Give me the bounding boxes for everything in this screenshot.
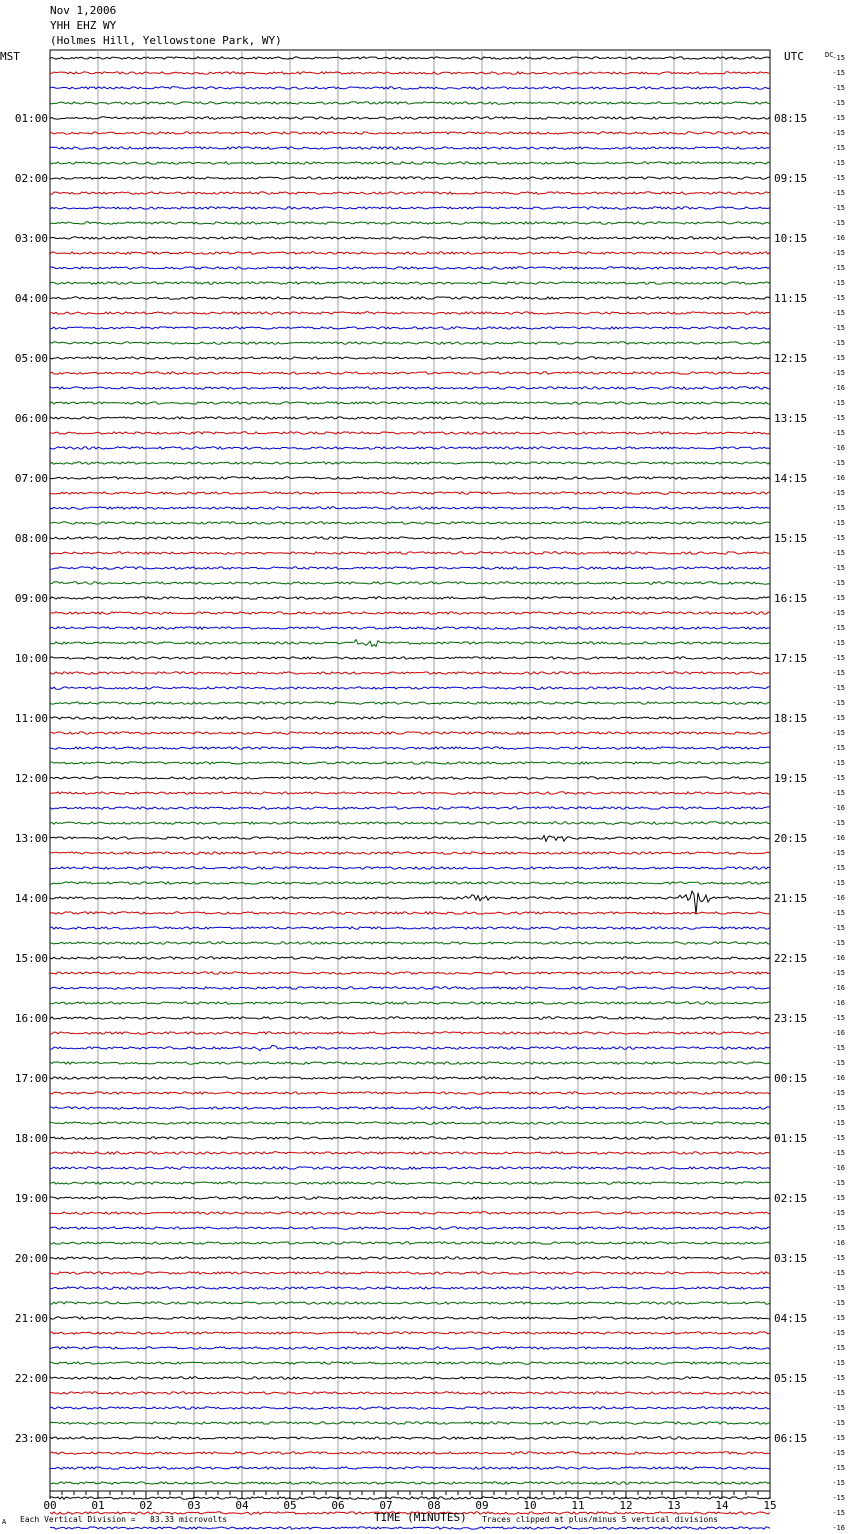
dc-offset-label: -15 bbox=[832, 729, 845, 737]
dc-offset-label: -16 bbox=[832, 1164, 845, 1172]
trace-row-5 bbox=[50, 132, 770, 134]
left-hour-label: 16:00 bbox=[14, 1012, 48, 1025]
trace-row-32 bbox=[50, 537, 770, 539]
right-hour-label: 06:15 bbox=[774, 1432, 808, 1445]
dc-offset-label: -16 bbox=[832, 999, 845, 1007]
dc-offset-label: -15 bbox=[832, 699, 845, 707]
dc-offset-label: -15 bbox=[832, 1389, 845, 1397]
left-hour-label: 22:00 bbox=[14, 1372, 48, 1385]
trace-row-47 bbox=[50, 762, 770, 764]
left-hour-label: 12:00 bbox=[14, 772, 48, 785]
dc-offset-label: -15 bbox=[832, 669, 845, 677]
left-hour-label: 13:00 bbox=[14, 832, 48, 845]
dc-offset-label: -15 bbox=[832, 1179, 845, 1187]
right-hour-label: 13:15 bbox=[774, 412, 808, 425]
dc-offset-label: -15 bbox=[832, 504, 845, 512]
dc-offset-label: -15 bbox=[832, 1359, 845, 1367]
x-tick-label: 02 bbox=[139, 1499, 153, 1512]
trace-row-62 bbox=[50, 987, 770, 989]
right-hour-label: 02:15 bbox=[774, 1192, 808, 1205]
trace-row-6 bbox=[50, 147, 770, 149]
dc-offset-label: -15 bbox=[832, 624, 845, 632]
dc-offset-label: -15 bbox=[832, 1449, 845, 1457]
left-hour-label: 19:00 bbox=[14, 1192, 48, 1205]
trace-row-19 bbox=[50, 342, 770, 344]
left-hour-label: 14:00 bbox=[14, 892, 48, 905]
dc-offset-label: -15 bbox=[832, 279, 845, 287]
trace-row-28 bbox=[50, 477, 770, 479]
dc-offset-label: -15 bbox=[832, 549, 845, 557]
trace-row-22 bbox=[50, 387, 770, 389]
trace-row-21 bbox=[50, 372, 770, 374]
trace-row-83 bbox=[50, 1302, 770, 1304]
left-hour-label: 09:00 bbox=[14, 592, 48, 605]
x-tick-label: 11 bbox=[571, 1499, 585, 1512]
dc-offset-label: -15 bbox=[832, 1494, 845, 1502]
trace-row-85 bbox=[50, 1332, 770, 1334]
dc-offset-label: -15 bbox=[832, 564, 845, 572]
dc-offset-label: -15 bbox=[832, 309, 845, 317]
right-hour-label: 00:15 bbox=[774, 1072, 808, 1085]
trace-row-81 bbox=[50, 1272, 770, 1274]
x-tick-label: 15 bbox=[763, 1499, 777, 1512]
dc-offset-label: -15 bbox=[832, 1284, 845, 1292]
right-hour-label: 22:15 bbox=[774, 952, 808, 965]
trace-row-56 bbox=[50, 891, 770, 914]
dc-offset-label: -15 bbox=[832, 909, 845, 917]
right-hour-label: 09:15 bbox=[774, 172, 808, 185]
trace-row-2 bbox=[50, 87, 770, 89]
dc-offset-label: -15 bbox=[832, 399, 845, 407]
trace-row-92 bbox=[50, 1437, 770, 1439]
left-hour-label: 02:00 bbox=[14, 172, 48, 185]
right-hour-label: 08:15 bbox=[774, 112, 808, 125]
dc-offset-label: -16 bbox=[832, 834, 845, 842]
trace-row-20 bbox=[50, 357, 770, 359]
dc-offset-label: -15 bbox=[832, 1434, 845, 1442]
dc-offset-label: -15 bbox=[832, 1044, 845, 1052]
x-axis-title: TIME (MINUTES) bbox=[374, 1511, 467, 1524]
trace-row-82 bbox=[50, 1287, 770, 1289]
dc-offset-label: -15 bbox=[832, 1254, 845, 1262]
dc-offset-label: -16 bbox=[832, 234, 845, 242]
trace-row-80 bbox=[50, 1257, 770, 1259]
trace-row-30 bbox=[50, 507, 770, 509]
left-hour-label: 17:00 bbox=[14, 1072, 48, 1085]
right-hour-label: 03:15 bbox=[774, 1252, 808, 1265]
dc-offset-label: -15 bbox=[832, 939, 845, 947]
left-hour-label: 10:00 bbox=[14, 652, 48, 665]
plot-frame bbox=[50, 50, 770, 1491]
x-tick-label: 13 bbox=[667, 1499, 681, 1512]
trace-row-69 bbox=[50, 1092, 770, 1094]
trace-row-34 bbox=[50, 567, 770, 569]
trace-row-31 bbox=[50, 522, 770, 524]
trace-row-78 bbox=[50, 1227, 770, 1229]
dc-offset-label: -15 bbox=[832, 174, 845, 182]
dc-offset-label: -15 bbox=[832, 1299, 845, 1307]
x-tick-label: 03 bbox=[187, 1499, 201, 1512]
trace-row-45 bbox=[50, 732, 770, 734]
trace-row-86 bbox=[50, 1347, 770, 1349]
dc-offset-label: -15 bbox=[832, 579, 845, 587]
dc-offset-label: -15 bbox=[832, 534, 845, 542]
dc-offset-label: -15 bbox=[832, 54, 845, 62]
left-hour-label: 20:00 bbox=[14, 1252, 48, 1265]
trace-row-37 bbox=[50, 612, 770, 614]
right-timezone-label: UTC bbox=[784, 50, 804, 63]
dc-offset-label: -15 bbox=[832, 1509, 845, 1517]
left-hour-label: 05:00 bbox=[14, 352, 48, 365]
dc-offset-label: -15 bbox=[832, 864, 845, 872]
dc-offset-label: -15 bbox=[832, 429, 845, 437]
trace-row-3 bbox=[50, 102, 770, 104]
dc-offset-label: -15 bbox=[832, 324, 845, 332]
dc-offset-label: -15 bbox=[832, 519, 845, 527]
dc-offset-label: -15 bbox=[832, 639, 845, 647]
trace-row-17 bbox=[50, 312, 770, 314]
left-hour-label: 01:00 bbox=[14, 112, 48, 125]
trace-row-1 bbox=[50, 72, 770, 74]
trace-row-90 bbox=[50, 1407, 770, 1409]
trace-row-73 bbox=[50, 1152, 770, 1154]
trace-row-61 bbox=[50, 972, 770, 974]
right-hour-label: 01:15 bbox=[774, 1132, 808, 1145]
dc-offset-label: -15 bbox=[832, 369, 845, 377]
dc-offset-label: -15 bbox=[832, 789, 845, 797]
station-code: YHH EHZ WY bbox=[50, 19, 117, 32]
dc-offset-label: -15 bbox=[832, 204, 845, 212]
trace-row-93 bbox=[50, 1452, 770, 1454]
trace-row-49 bbox=[50, 792, 770, 794]
dc-offset-label: -15 bbox=[832, 249, 845, 257]
x-tick-label: 14 bbox=[715, 1499, 729, 1512]
dc-offset-label: -16 bbox=[832, 984, 845, 992]
trace-row-59 bbox=[50, 942, 770, 944]
right-hour-label: 21:15 bbox=[774, 892, 808, 905]
left-hour-label: 07:00 bbox=[14, 472, 48, 485]
left-hour-label: 23:00 bbox=[14, 1432, 48, 1445]
x-tick-label: 05 bbox=[283, 1499, 297, 1512]
trace-row-8 bbox=[50, 177, 770, 179]
dc-offset-label: -15 bbox=[832, 219, 845, 227]
trace-row-7 bbox=[50, 162, 770, 164]
x-tick-label: 08 bbox=[427, 1499, 441, 1512]
trace-row-76 bbox=[50, 1197, 770, 1199]
dc-offset-label: -16 bbox=[832, 1239, 845, 1247]
trace-row-71 bbox=[50, 1122, 770, 1124]
dc-offset-label: -15 bbox=[832, 1119, 845, 1127]
plot-date: Nov 1,2006 bbox=[50, 4, 117, 17]
dc-offset-label: -15 bbox=[832, 654, 845, 662]
x-tick-label: 12 bbox=[619, 1499, 633, 1512]
dc-offset-label: -15 bbox=[832, 714, 845, 722]
right-hour-label: 15:15 bbox=[774, 532, 808, 545]
dc-offset-label: -15 bbox=[832, 1314, 845, 1322]
dc-offset-label: -15 bbox=[832, 1134, 845, 1142]
trace-row-94 bbox=[50, 1467, 770, 1469]
trace-row-36 bbox=[50, 597, 770, 599]
trace-row-70 bbox=[50, 1107, 770, 1109]
dc-offset-label: -15 bbox=[832, 129, 845, 137]
dc-offset-label: -16 bbox=[832, 474, 845, 482]
right-hour-label: 11:15 bbox=[774, 292, 808, 305]
trace-row-89 bbox=[50, 1392, 770, 1394]
dc-offset-label: -15 bbox=[832, 339, 845, 347]
dc-offset-label: -16 bbox=[832, 1029, 845, 1037]
right-hour-label: 18:15 bbox=[774, 712, 808, 725]
trace-row-75 bbox=[50, 1182, 770, 1184]
right-hour-label: 20:15 bbox=[774, 832, 808, 845]
trace-row-16 bbox=[50, 297, 770, 299]
x-tick-label: 10 bbox=[523, 1499, 537, 1512]
left-hour-label: 15:00 bbox=[14, 952, 48, 965]
dc-offset-label: -16 bbox=[832, 954, 845, 962]
trace-row-15 bbox=[50, 282, 770, 284]
dc-offset-label: -15 bbox=[832, 489, 845, 497]
trace-row-0 bbox=[50, 57, 770, 59]
trace-row-98 bbox=[50, 1527, 770, 1529]
trace-row-67 bbox=[50, 1062, 770, 1064]
trace-row-52 bbox=[50, 836, 770, 842]
trace-row-42 bbox=[50, 687, 770, 689]
trace-row-23 bbox=[50, 402, 770, 404]
left-hour-label: 03:00 bbox=[14, 232, 48, 245]
x-tick-label: 09 bbox=[475, 1499, 489, 1512]
trace-row-4 bbox=[50, 117, 770, 119]
trace-row-41 bbox=[50, 672, 770, 674]
dc-offset-label: -15 bbox=[832, 99, 845, 107]
dc-offset-label: -15 bbox=[832, 1419, 845, 1427]
right-hour-label: 16:15 bbox=[774, 592, 808, 605]
left-timezone-label: MST bbox=[0, 50, 20, 63]
right-hour-label: 14:15 bbox=[774, 472, 808, 485]
trace-row-43 bbox=[50, 702, 770, 704]
trace-row-60 bbox=[50, 957, 770, 959]
trace-row-50 bbox=[50, 807, 770, 809]
trace-row-88 bbox=[50, 1377, 770, 1379]
right-hour-label: 17:15 bbox=[774, 652, 808, 665]
trace-row-29 bbox=[50, 492, 770, 494]
trace-row-96 bbox=[50, 1497, 770, 1499]
dc-offset-label: -16 bbox=[832, 894, 845, 902]
trace-row-24 bbox=[50, 417, 770, 419]
trace-row-9 bbox=[50, 192, 770, 194]
right-hour-label: 12:15 bbox=[774, 352, 808, 365]
dc-offset-label: -15 bbox=[832, 609, 845, 617]
trace-row-13 bbox=[50, 252, 770, 254]
dc-offset-label: -15 bbox=[832, 354, 845, 362]
dc-offset-label: -15 bbox=[832, 1464, 845, 1472]
trace-row-84 bbox=[50, 1317, 770, 1319]
dc-offset-label: -15 bbox=[832, 759, 845, 767]
right-hour-label: 05:15 bbox=[774, 1372, 808, 1385]
dc-offset-label: -15 bbox=[832, 159, 845, 167]
dc-offset-label: -15 bbox=[832, 294, 845, 302]
dc-offset-label: -15 bbox=[832, 849, 845, 857]
corner-mark: A bbox=[2, 1518, 7, 1526]
dc-offset-label: -15 bbox=[832, 69, 845, 77]
dc-offset-label: -15 bbox=[832, 1329, 845, 1337]
dc-offset-label: -15 bbox=[832, 114, 845, 122]
dc-offset-label: -15 bbox=[832, 1479, 845, 1487]
left-hour-label: 11:00 bbox=[14, 712, 48, 725]
dc-offset-label: -15 bbox=[832, 879, 845, 887]
x-tick-label: 04 bbox=[235, 1499, 249, 1512]
dc-offset-label: -16 bbox=[832, 1074, 845, 1082]
left-hour-label: 08:00 bbox=[14, 532, 48, 545]
trace-row-26 bbox=[50, 447, 770, 449]
dc-offset-label: -15 bbox=[832, 1089, 845, 1097]
dc-offset-label: -16 bbox=[832, 804, 845, 812]
trace-row-27 bbox=[50, 462, 770, 464]
dc-offset-label: -15 bbox=[832, 1344, 845, 1352]
trace-row-77 bbox=[50, 1212, 770, 1214]
trace-row-11 bbox=[50, 222, 770, 224]
trace-row-35 bbox=[50, 582, 770, 584]
trace-row-25 bbox=[50, 432, 770, 434]
trace-row-95 bbox=[50, 1482, 770, 1484]
x-tick-label: 06 bbox=[331, 1499, 345, 1512]
trace-row-38 bbox=[50, 627, 770, 629]
clip-note: Traces clipped at plus/minus 5 vertical divisions bbox=[482, 1515, 719, 1524]
dc-offset-label: -15 bbox=[832, 684, 845, 692]
left-hour-label: 18:00 bbox=[14, 1132, 48, 1145]
trace-row-68 bbox=[50, 1077, 770, 1079]
dc-offset-label: -16 bbox=[832, 384, 845, 392]
dc-offset-label: -15 bbox=[832, 819, 845, 827]
dc-offset-label: -15 bbox=[832, 594, 845, 602]
trace-row-74 bbox=[50, 1167, 770, 1169]
dc-offset-label: -15 bbox=[832, 744, 845, 752]
dc-offset-label: -15 bbox=[832, 264, 845, 272]
trace-row-79 bbox=[50, 1242, 770, 1244]
dc-offset-label: -15 bbox=[832, 1104, 845, 1112]
left-hour-label: 21:00 bbox=[14, 1312, 48, 1325]
dc-offset-label: -16 bbox=[832, 1524, 845, 1532]
trace-row-65 bbox=[50, 1032, 770, 1034]
left-hour-label: 04:00 bbox=[14, 292, 48, 305]
trace-row-87 bbox=[50, 1362, 770, 1364]
right-hour-label: 04:15 bbox=[774, 1312, 808, 1325]
trace-row-10 bbox=[50, 207, 770, 209]
dc-offset-label: -15 bbox=[832, 1404, 845, 1412]
trace-row-40 bbox=[50, 657, 770, 659]
trace-row-12 bbox=[50, 237, 770, 239]
right-hour-label: 19:15 bbox=[774, 772, 808, 785]
trace-row-46 bbox=[50, 747, 770, 749]
trace-row-18 bbox=[50, 327, 770, 329]
dc-offset-label: -15 bbox=[832, 1269, 845, 1277]
dc-offset-label: -15 bbox=[832, 924, 845, 932]
dc-offset-label: -15 bbox=[832, 1059, 845, 1067]
dc-offset-label: -15 bbox=[832, 414, 845, 422]
trace-row-33 bbox=[50, 552, 770, 554]
right-hour-label: 10:15 bbox=[774, 232, 808, 245]
trace-row-72 bbox=[50, 1137, 770, 1139]
trace-row-14 bbox=[50, 267, 770, 269]
trace-row-63 bbox=[50, 1002, 770, 1004]
dc-offset-label: -15 bbox=[832, 189, 845, 197]
trace-row-58 bbox=[50, 927, 770, 929]
dc-label: DC bbox=[825, 51, 834, 59]
x-tick-label: 00 bbox=[43, 1499, 57, 1512]
trace-row-57 bbox=[50, 912, 770, 914]
dc-offset-label: -15 bbox=[832, 1209, 845, 1217]
dc-offset-label: -15 bbox=[832, 1149, 845, 1157]
dc-offset-label: -15 bbox=[832, 1224, 845, 1232]
trace-row-48 bbox=[50, 777, 770, 779]
dc-offset-label: -15 bbox=[832, 774, 845, 782]
trace-row-91 bbox=[50, 1422, 770, 1424]
dc-offset-label: -15 bbox=[832, 1194, 845, 1202]
trace-row-54 bbox=[50, 867, 770, 869]
dc-offset-label: -15 bbox=[832, 1374, 845, 1382]
trace-row-53 bbox=[50, 852, 770, 854]
left-hour-label: 06:00 bbox=[14, 412, 48, 425]
trace-row-66 bbox=[50, 1046, 770, 1051]
trace-row-64 bbox=[50, 1017, 770, 1019]
scale-note: Each Vertical Division = 83.33 microvolts bbox=[20, 1515, 228, 1524]
dc-offset-label: -15 bbox=[832, 84, 845, 92]
dc-offset-label: -15 bbox=[832, 1014, 845, 1022]
x-tick-label: 07 bbox=[379, 1499, 393, 1512]
trace-row-44 bbox=[50, 717, 770, 719]
right-hour-label: 23:15 bbox=[774, 1012, 808, 1025]
trace-row-39 bbox=[50, 640, 770, 647]
dc-offset-label: -15 bbox=[832, 969, 845, 977]
dc-offset-label: -16 bbox=[832, 444, 845, 452]
dc-offset-label: -15 bbox=[832, 144, 845, 152]
trace-row-55 bbox=[50, 882, 770, 884]
x-tick-label: 01 bbox=[91, 1499, 105, 1512]
station-location: (Holmes Hill, Yellowstone Park, WY) bbox=[50, 34, 282, 47]
trace-row-51 bbox=[50, 822, 770, 824]
dc-offset-label: -15 bbox=[832, 459, 845, 467]
